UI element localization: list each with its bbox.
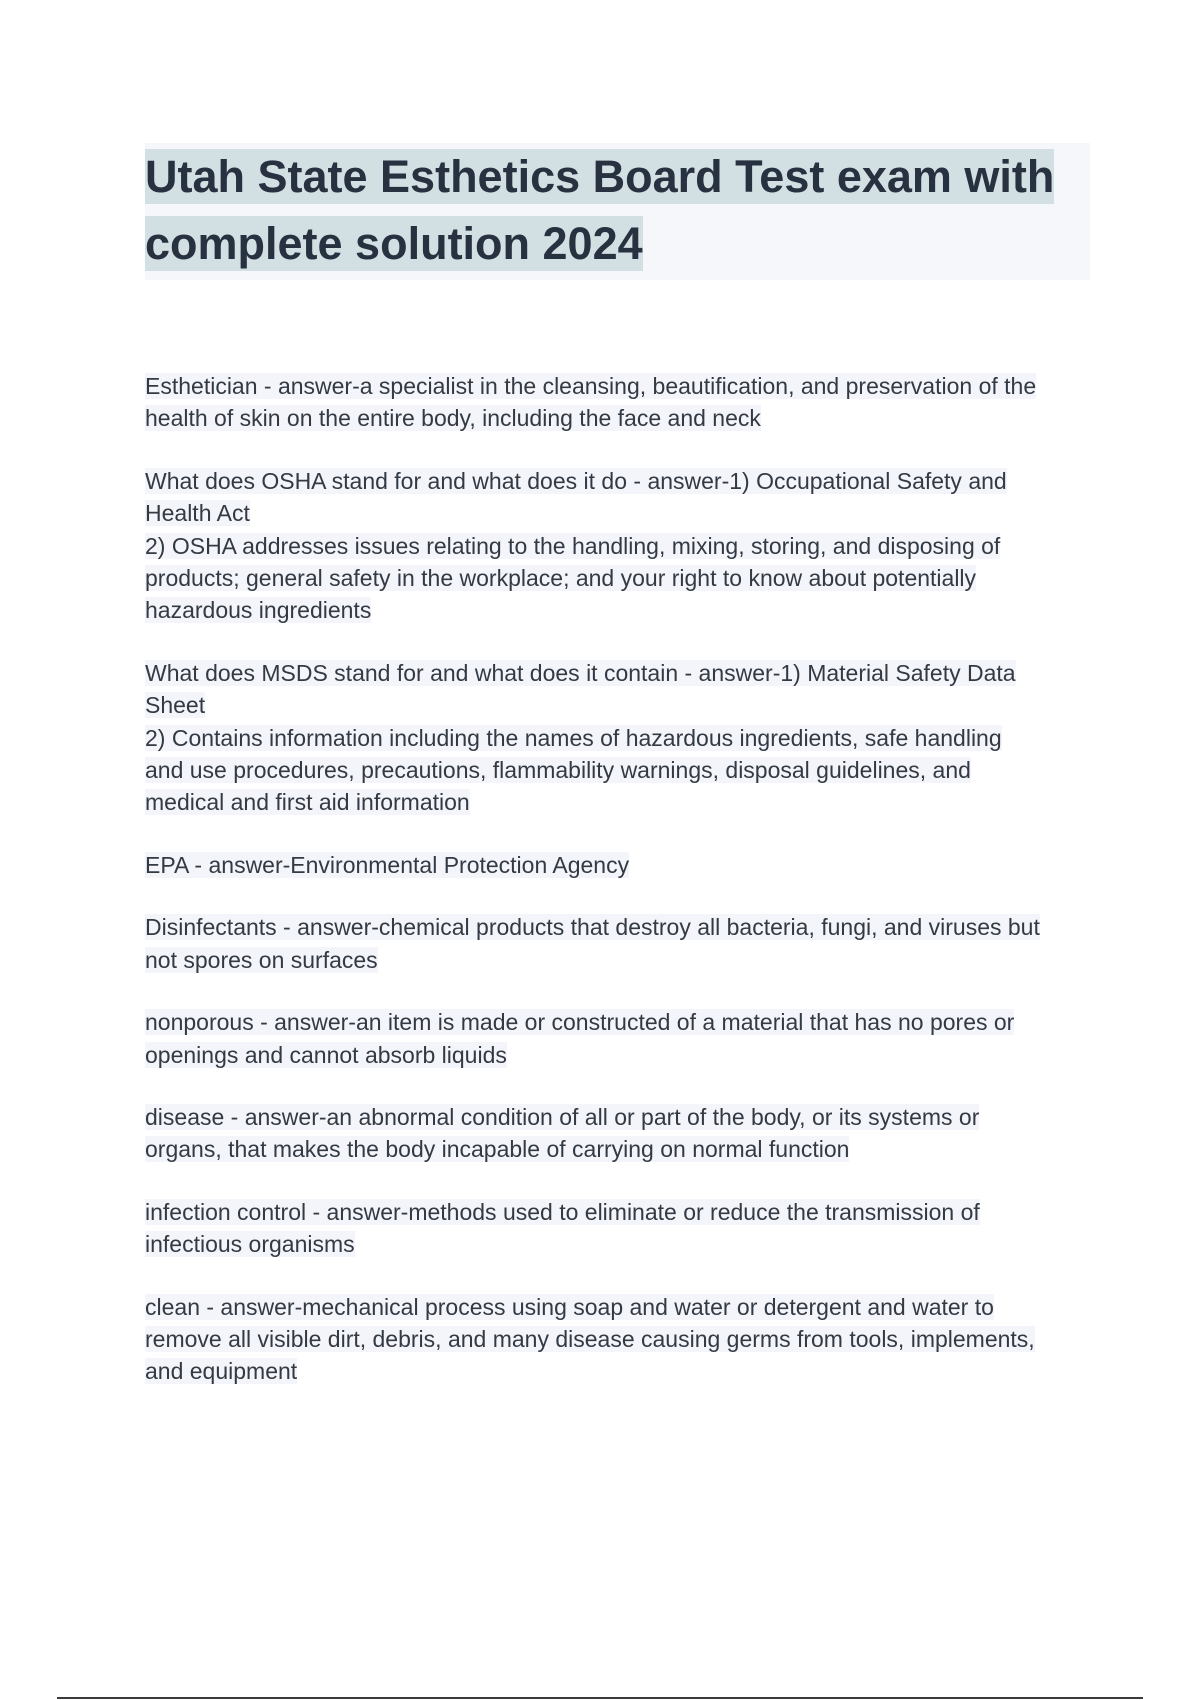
qa-entry-line: openings and cannot absorb liquids (145, 1041, 507, 1068)
qa-entry (145, 1196, 1090, 1261)
qa-entry (145, 465, 1090, 627)
qa-entry-line: disease - answer-an abnormal condition of all or part of the body, or its systems or (145, 1103, 980, 1130)
qa-entry-line: infection control - answer-methods used to eliminate or reduce the transmission of (145, 1198, 980, 1225)
qa-entry-line: health of skin on the entire body, including the face and neck (145, 405, 761, 432)
qa-entry-line: 2) OSHA addresses issues relating to the handling, mixing, storing, and disposing of (145, 532, 1001, 559)
title-line-1: Utah State Esthetics Board Test exam with (145, 151, 1055, 202)
qa-entry-line: and equipment (145, 1358, 298, 1385)
qa-entry-line: What does OSHA stand for and what does it do - answer-1) Occupational Safety and (145, 467, 1007, 494)
qa-entry (145, 849, 1090, 881)
qa-entry-line: medical and first aid information (145, 789, 470, 816)
qa-entry-line: products; general safety in the workplace; and your right to know about potentially (145, 565, 977, 592)
qa-entry (145, 370, 1090, 435)
qa-entry-line: not spores on surfaces (145, 946, 378, 973)
qa-entry-line: EPA - answer-Environmental Protection Agency (145, 851, 630, 878)
qa-entry-line: What does MSDS stand for and what does it contain - answer-1) Material Safety Data (145, 659, 1016, 686)
qa-entries-list (145, 370, 1090, 1418)
qa-entry (145, 911, 1090, 976)
qa-entry-line: organs, that makes the body incapable of carrying on normal function (145, 1136, 850, 1163)
qa-entry-line: and use procedures, precautions, flammability warnings, disposal guidelines, and (145, 757, 971, 784)
qa-entry (145, 1291, 1090, 1388)
qa-entry-line: 2) Contains information including the names of hazardous ingredients, safe handling (145, 724, 1002, 751)
qa-entry-line: clean - answer-mechanical process using soap and water or detergent and water to (145, 1293, 994, 1320)
qa-entry-line: remove all visible dirt, debris, and many disease causing germs from tools, implements, (145, 1325, 1035, 1352)
document-title (145, 143, 1090, 277)
qa-entry-line: Esthetician - answer-a specialist in the cleansing, beautification, and preservation of the (145, 373, 1037, 399)
qa-entry-line: Sheet (145, 692, 206, 719)
qa-entry (145, 1101, 1090, 1166)
qa-entry (145, 1006, 1090, 1071)
qa-entry-line: infectious organisms (145, 1231, 355, 1258)
qa-entry-line: hazardous ingredients (145, 597, 372, 624)
qa-entry-line: Health Act (145, 500, 250, 527)
title-line-2: complete solution 2024 (145, 218, 643, 269)
qa-entry-line: Disinfectants - answer-chemical products that destroy all bacteria, fungi, and viruses but (145, 914, 1040, 941)
qa-entry-line: nonporous - answer-an item is made or constructed of a material that has no pores or (145, 1009, 1015, 1036)
qa-entry (145, 657, 1090, 819)
footer-divider (57, 1697, 1143, 1699)
